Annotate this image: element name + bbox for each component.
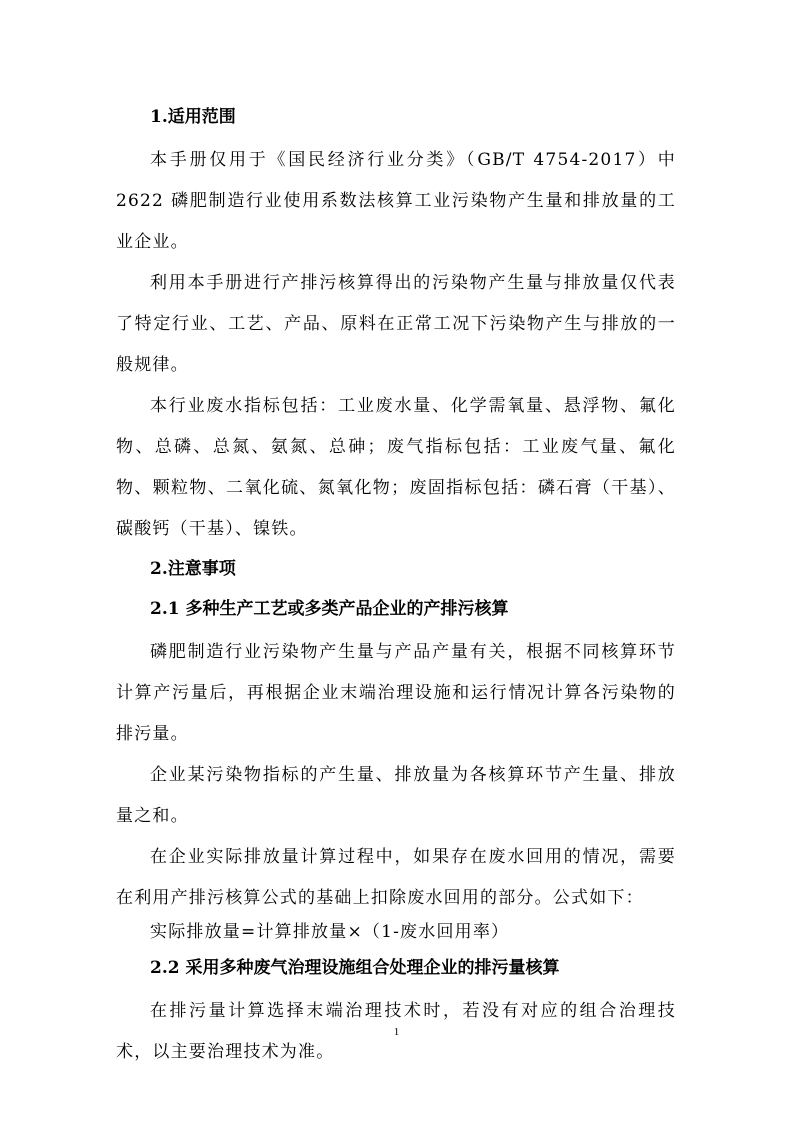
section-2-1-paragraph-1: 磷肥制造行业污染物产生量与产品产量有关，根据不同核算环节计算产污量后，再根据企业末端治理设施和运行情况计算各污染物的排污量。 [116,642,676,744]
section-1-paragraph-1: 本手册仅用于《国民经济行业分类》（GB/T 4754-2017）中 2622 磷肥制造行业使用系数法核算工业污染物产生量和排放量的工业企业。 [116,150,676,252]
section-2-1-heading: 2.1 多种生产工艺或多类产品企业的产排污核算 [150,599,509,619]
section-2-2-paragraph-1: 在排污量计算选择末端治理技术时，若没有对应的组合治理技术，以主要治理技术为准。 [116,1001,676,1062]
section-1-paragraph-3: 本行业废水指标包括：工业废水量、化学需氧量、悬浮物、氟化物、总磷、总氮、氨氮、总砷；废气指标包括：工业废气量、氟化物、颗粒物、二氧化硫、氮氧化物；废固指标包括：磷石膏（干基）、碳酸钙（干基）、镍铁。 [116,396,676,539]
page-number: 1 [393,1026,400,1038]
section-2-1-paragraph-2: 企业某污染物指标的产生量、排放量为各核算环节产生量、排放量之和。 [116,765,676,826]
section-1-paragraph-2: 利用本手册进行产排污核算得出的污染物产生量与排放量仅代表了特定行业、工艺、产品、原料在正常工况下污染物产生与排放的一般规律。 [116,273,676,375]
page-content [116,100,676,1073]
section-2-2-heading: 2.2 采用多种废气治理设施组合处理企业的排污量核算 [150,958,560,978]
formula-line: 实际排放量=计算排放量×（1-废水回用率） [150,922,510,942]
section-2-1-paragraph-3: 在企业实际排放量计算过程中，如果存在废水回用的情况，需要在利用产排污核算公式的基础上扣除废水回用的部分。公式如下： [116,847,676,908]
section-1-heading: 1.适用范围 [150,107,236,127]
section-2-heading: 2.注意事项 [150,559,236,579]
